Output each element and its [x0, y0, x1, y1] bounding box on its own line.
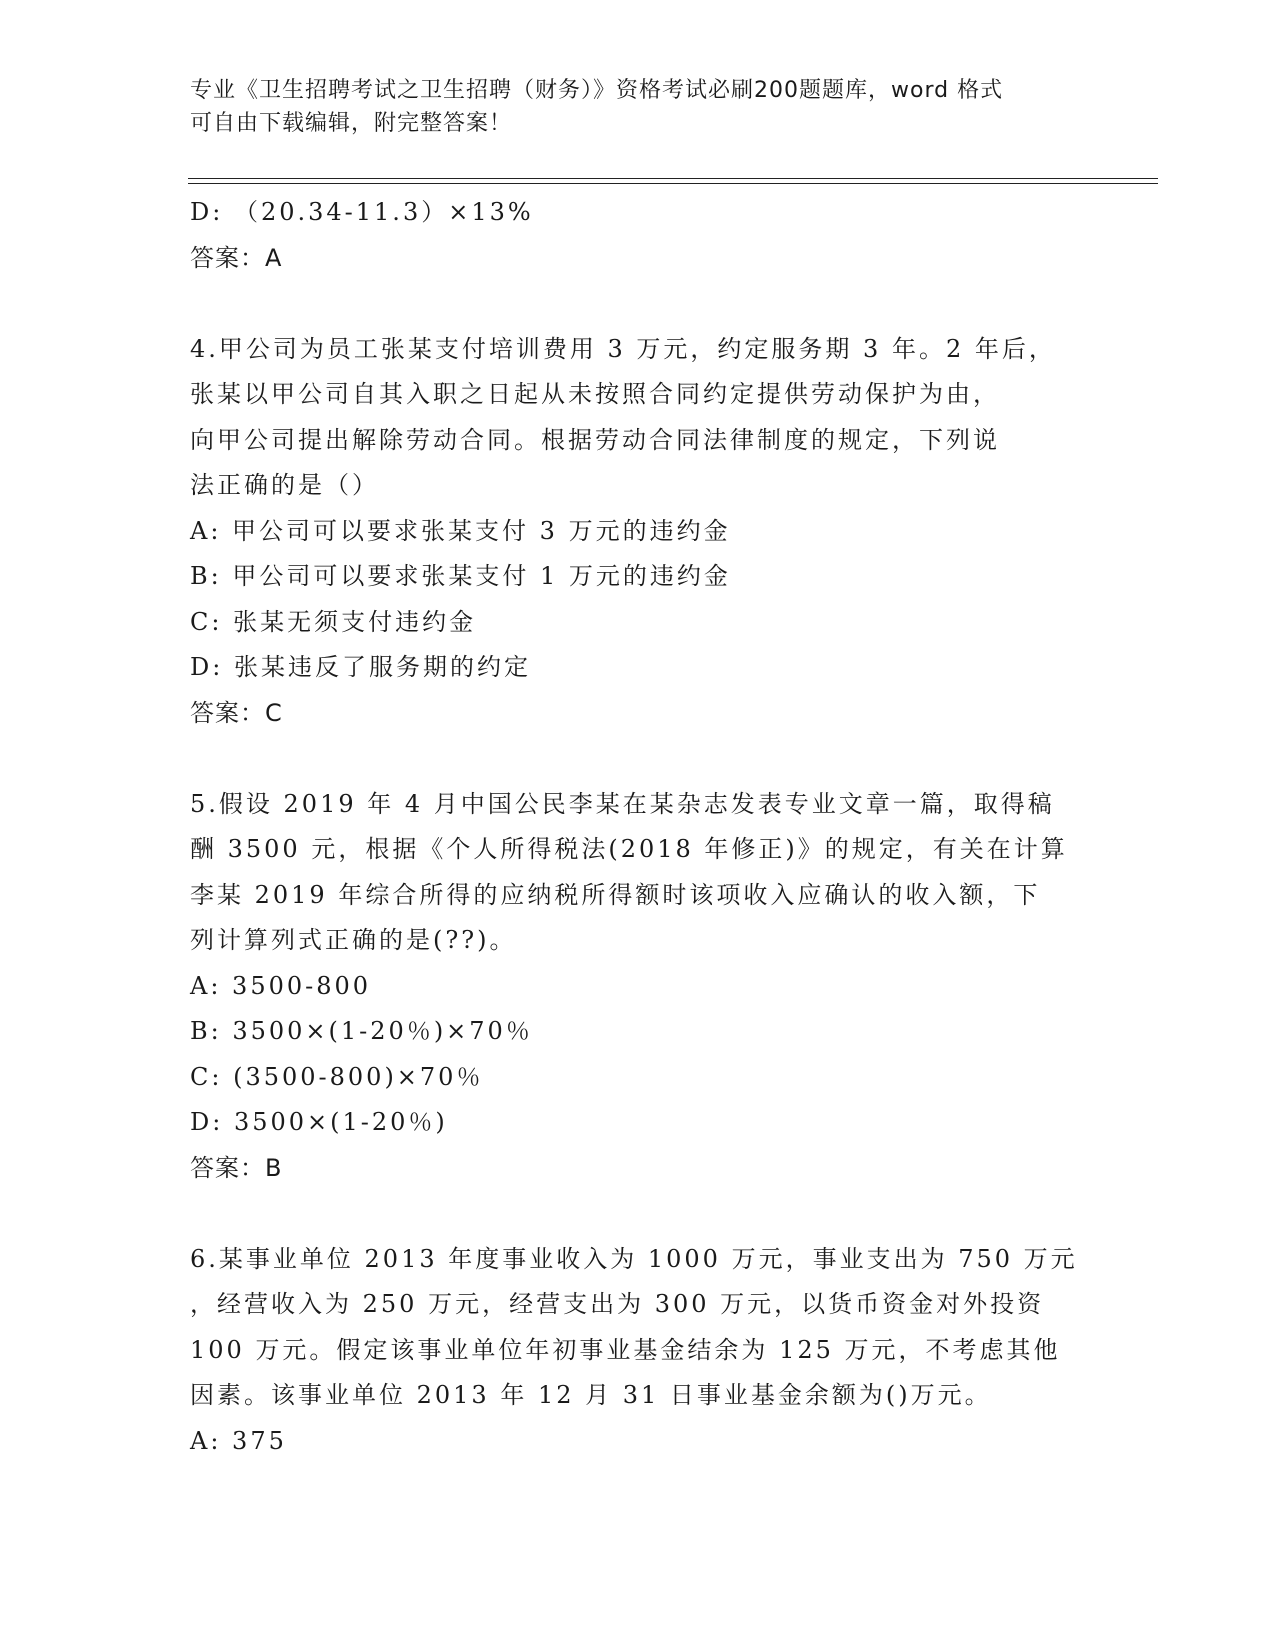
question-stem-line: 张某以甲公司自其入职之日起从未按照合同约定提供劳动保护为由，	[190, 380, 1000, 408]
option-d: D: 张某违反了服务期的约定	[190, 653, 531, 681]
option-b: B: 甲公司可以要求张某支付 1 万元的违约金	[190, 562, 731, 590]
question-stem-line: 向甲公司提出解除劳动合同。根据劳动合同法律制度的规定，下列说	[190, 425, 1000, 454]
question-5	[190, 782, 1090, 1192]
header-divider-top	[188, 178, 1158, 179]
header-divider-bottom	[188, 183, 1158, 184]
option-a: A: 甲公司可以要求张某支付 3 万元的违约金	[190, 516, 731, 545]
question-6	[190, 1237, 1090, 1465]
option-d: D: （20.34-11.3）×13%	[190, 198, 534, 226]
question-stem-line: 6.某事业单位 2013 年度事业收入为 1000 万元，事业支出为 750 万元	[190, 1244, 1078, 1273]
spacer	[190, 736, 1090, 782]
spacer	[190, 281, 1090, 327]
option-a: A: 3500-800	[190, 971, 372, 1000]
question-stem-line: 100 万元。假定该事业单位年初事业基金结余为 125 万元，不考虑其他	[190, 1335, 1061, 1364]
question-stem-line: 因素。该事业单位 2013 年 12 月 31 日事业基金余额为()万元。	[190, 1381, 992, 1409]
spacer	[190, 1191, 1090, 1237]
question-4	[190, 327, 1090, 737]
header-title-line-1: 专业《卫生招聘考试之卫生招聘（财务）》资格考试必刷200题题库，word 格式	[190, 78, 1004, 103]
question-stem-line: 列计算列式正确的是(??)。	[190, 926, 517, 954]
question-stem-line: 李某 2019 年综合所得的应纳税所得额时该项收入应确认的收入额，下	[190, 880, 1041, 909]
question-stem-line: 4.甲公司为员工张某支付培训费用 3 万元，约定服务期 3 年。2 年后，	[190, 334, 1056, 363]
answer-line: 答案：A	[190, 243, 283, 272]
option-b: B: 3500×(1-20％)×70％	[190, 1017, 533, 1045]
option-c: C: 张某无须支付违约金	[190, 607, 477, 636]
question-3-tail	[190, 190, 1090, 281]
option-d: D: 3500×(1-20％)	[190, 1108, 448, 1136]
question-stem-line: 5.假设 2019 年 4 月中国公民李某在某杂志发表专业文章一篇，取得稿	[190, 789, 1055, 818]
option-c: C: (3500-800)×70％	[190, 1062, 484, 1091]
question-stem-line: ，经营收入为 250 万元，经营支出为 300 万元，以货币资金对外投资	[190, 1290, 1045, 1318]
answer-line: 答案：B	[190, 1153, 283, 1182]
question-stem-line: 法正确的是（）	[190, 471, 379, 499]
question-list	[190, 190, 1090, 1464]
question-stem-line: 酬 3500 元，根据《个人所得税法(2018 年修正)》的规定，有关在计算	[190, 835, 1068, 863]
header-title-line-2: 可自由下载编辑，附完整答案！	[190, 111, 513, 136]
option-a: A: 375	[190, 1426, 287, 1455]
document-header	[190, 74, 1070, 140]
answer-line: 答案：C	[190, 698, 283, 727]
